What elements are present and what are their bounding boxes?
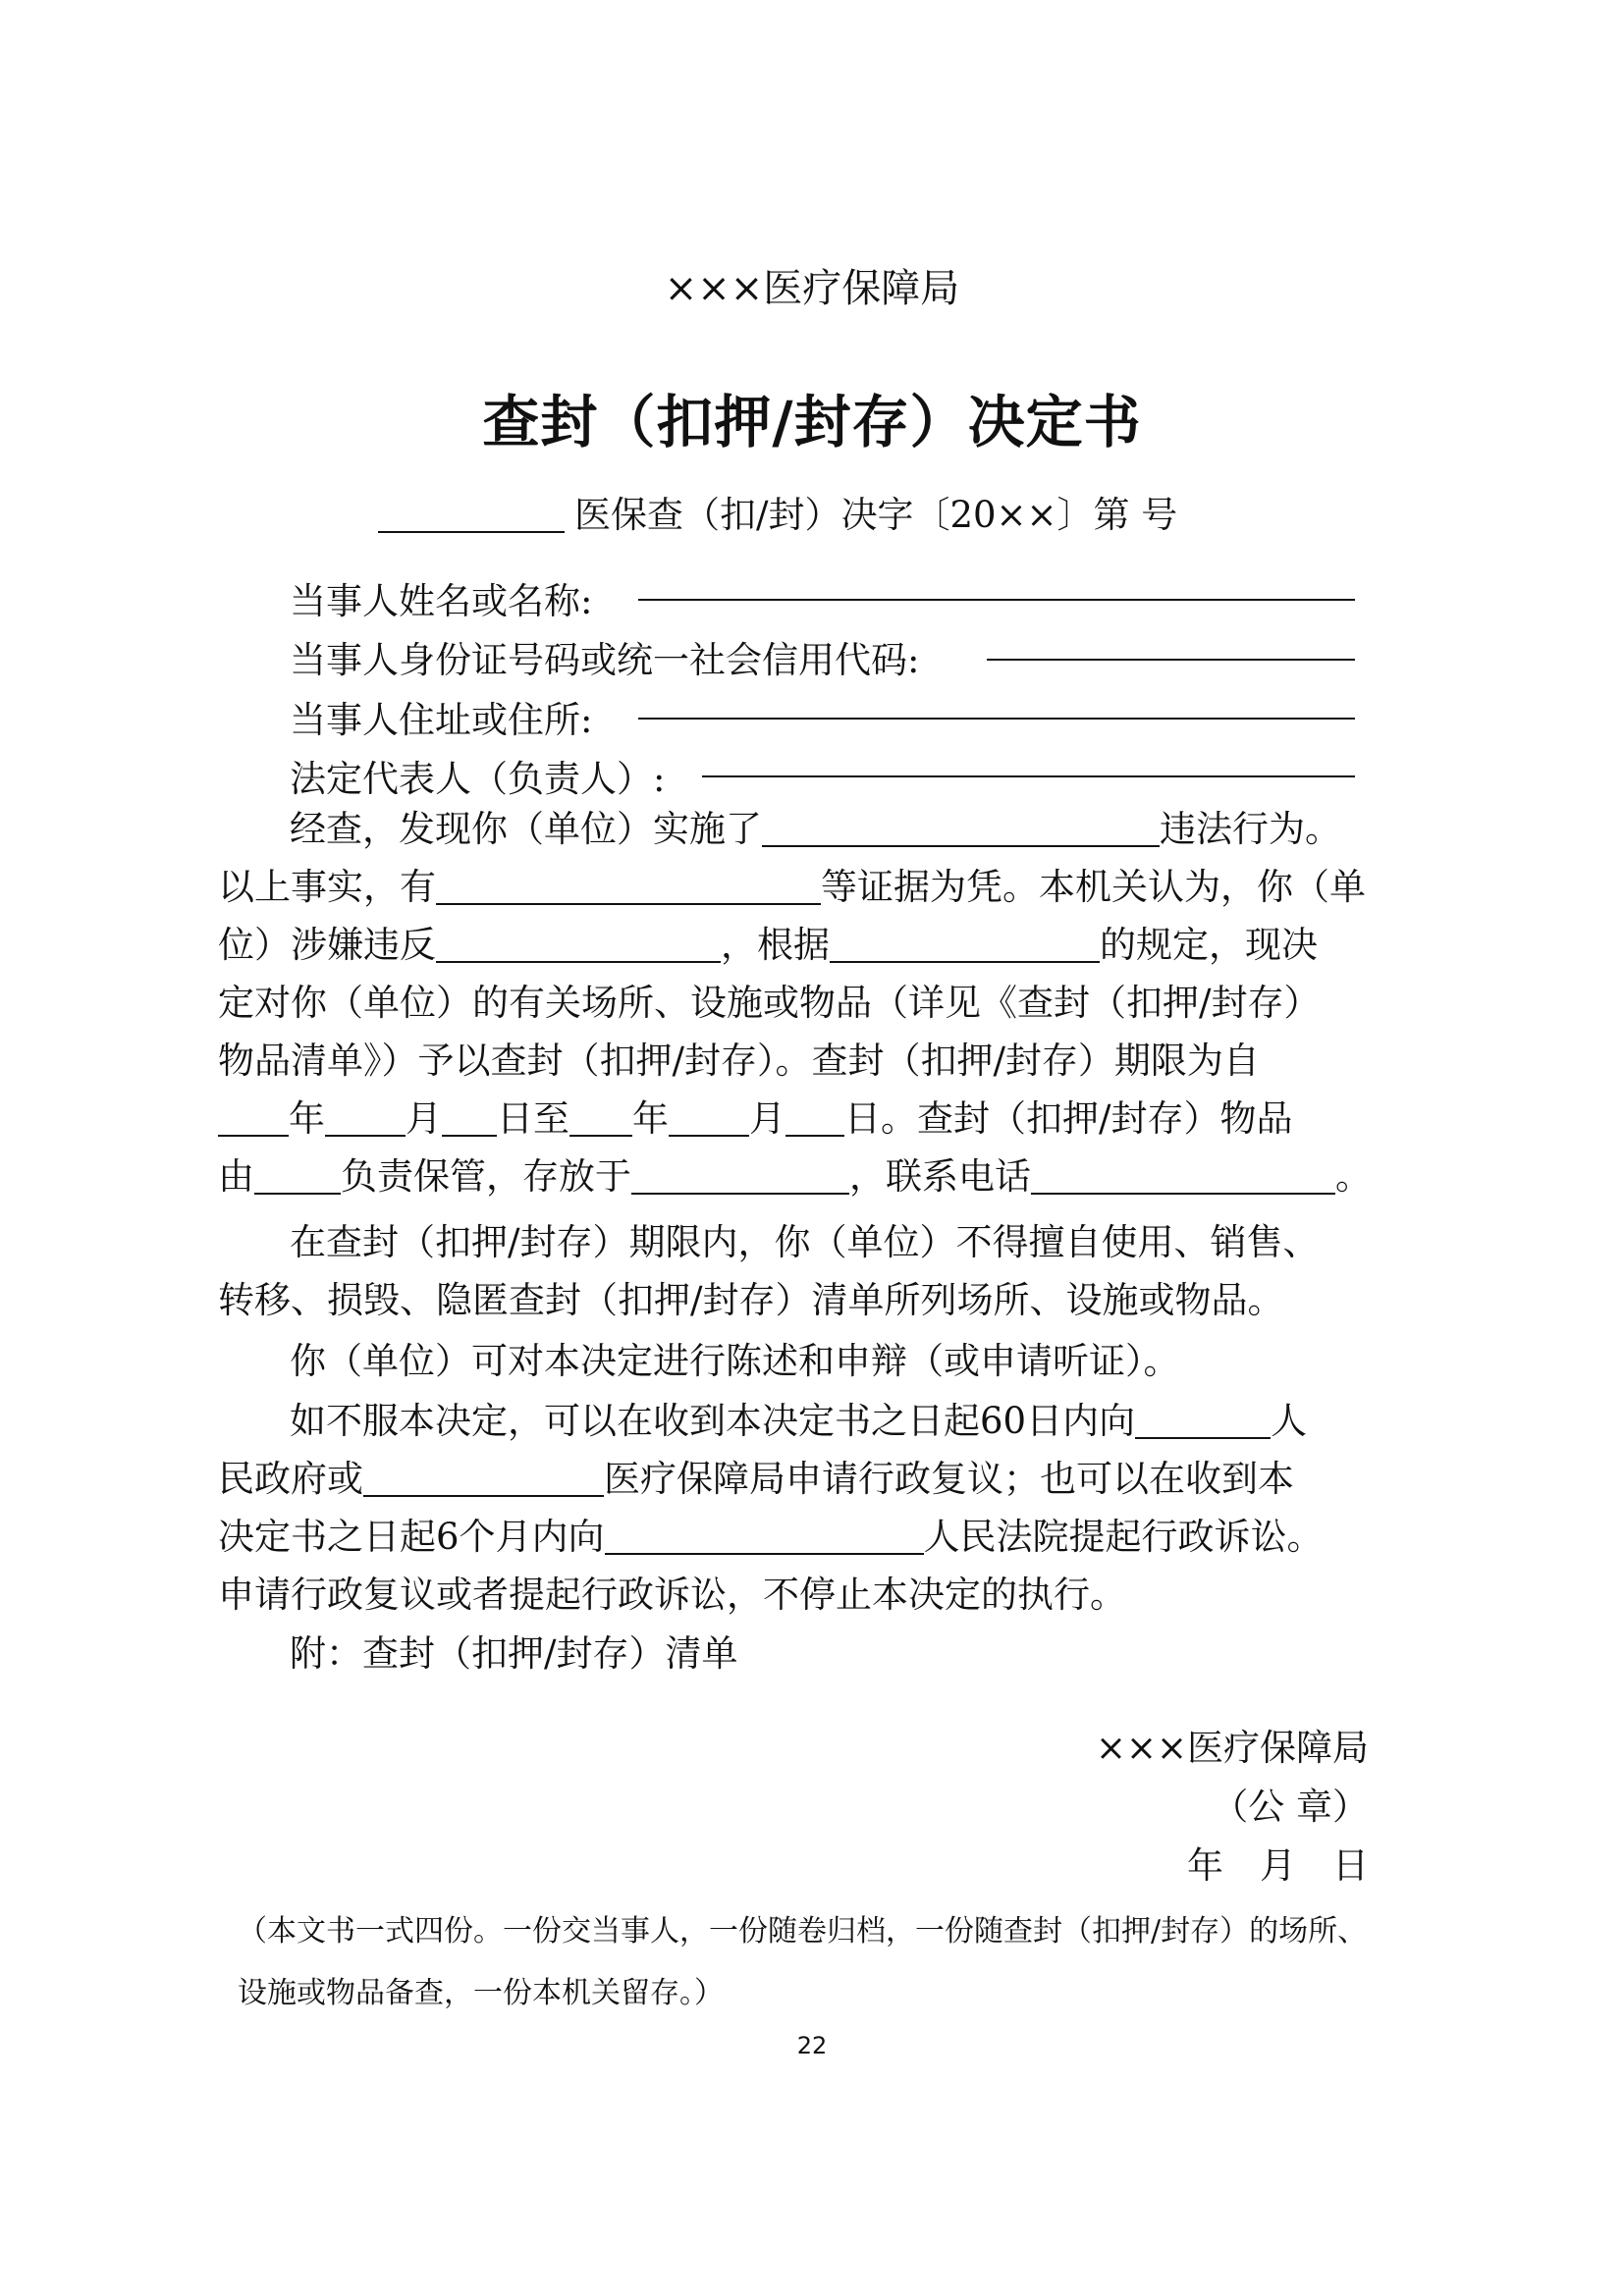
p1-line1: 经查，发现你（单位）实施了 违法行为。 <box>290 808 1341 850</box>
p1-line4: 定对你（单位）的有关场所、设施或物品（详见《查封（扣押/封存） <box>218 982 1321 1024</box>
start-day-blank[interactable] <box>442 1097 497 1137</box>
issuer-heading: ×××医疗保障局 <box>664 266 960 311</box>
page-number: 22 <box>796 2032 828 2059</box>
p1-line3: 位）涉嫌违反 ，根据 的规定，现决 <box>218 924 1318 966</box>
legal-basis-blank[interactable] <box>830 924 1100 963</box>
custodian-blank[interactable] <box>254 1155 341 1195</box>
end-month-blank[interactable] <box>669 1097 749 1137</box>
start-year-blank[interactable] <box>218 1097 289 1137</box>
note-line2: 设施或物品备查，一份本机关留存。） <box>238 1976 724 2010</box>
note-line1: （本文书一式四份。一份交当事人，一份随卷归档，一份随查封（扣押/封存）的场所、 <box>238 1914 1368 1949</box>
party-address-line[interactable] <box>638 718 1355 720</box>
field-party-name: 当事人姓名或名称: <box>290 580 593 622</box>
field-party-address: 当事人住址或住所: <box>290 699 593 741</box>
legal-representative-line[interactable] <box>702 775 1355 777</box>
violation-blank[interactable] <box>762 808 1160 847</box>
violated-law-blank[interactable] <box>436 924 721 963</box>
field-legal-representative: 法定代表人（负责人）: <box>290 758 666 800</box>
phone-blank[interactable] <box>1031 1155 1335 1195</box>
document-number: 医保查（扣/封）决字〔20××〕第 号 <box>378 485 1177 538</box>
party-name-line[interactable] <box>638 599 1355 601</box>
government-blank[interactable] <box>1135 1400 1271 1439</box>
document-title: 查封（扣押/封存）决定书 <box>482 389 1142 455</box>
p4-line4: 申请行政复议或者提起行政诉讼，不停止本决定的执行。 <box>218 1574 1126 1616</box>
end-year-blank[interactable] <box>569 1097 632 1137</box>
p4-line2: 民政府或 医疗保障局申请行政复议；也可以在收到本 <box>218 1458 1294 1500</box>
p4-line3: 决定书之日起6个月内向 人民法院提起行政诉讼。 <box>218 1516 1324 1558</box>
end-day-blank[interactable] <box>785 1097 844 1137</box>
attachment-line: 附：查封（扣押/封存）清单 <box>290 1632 738 1675</box>
signature-date: 年 月 日 <box>1187 1844 1369 1887</box>
p4-line1: 如不服本决定，可以在收到本决定书之日起60日内向 人 <box>290 1400 1308 1442</box>
evidence-blank[interactable] <box>436 866 821 905</box>
storage-location-blank[interactable] <box>631 1155 849 1195</box>
p1-line2: 以上事实，有 等证据为凭。本机关认为，你（单 <box>218 866 1366 908</box>
p2-line1: 在查封（扣押/封存）期限内，你（单位）不得擅自使用、销售、 <box>290 1221 1320 1263</box>
p3-line: 你（单位）可对本决定进行陈述和申辩（或申请听证）。 <box>290 1340 1180 1382</box>
doc-number-blank[interactable] <box>378 531 565 533</box>
official-seal: （公 章） <box>1212 1786 1369 1828</box>
p2-line2: 转移、损毁、隐匿查封（扣押/封存）清单所列场所、设施或物品。 <box>218 1279 1284 1321</box>
party-id-line[interactable] <box>987 659 1355 661</box>
p1-line6: 年 月 日至 年 月 日。查封（扣押/封存）物品 <box>218 1090 1292 1148</box>
court-blank[interactable] <box>605 1516 924 1555</box>
start-month-blank[interactable] <box>325 1097 406 1137</box>
p1-line7: 由 负责保管，存放于 ，联系电话 。 <box>218 1155 1372 1198</box>
p1-line5: 物品清单》）予以查封（扣押/封存）。查封（扣押/封存）期限为自 <box>218 1040 1260 1082</box>
field-party-id: 当事人身份证号码或统一社会信用代码: <box>290 639 920 681</box>
signature-issuer: ×××医疗保障局 <box>1095 1727 1369 1769</box>
review-bureau-blank[interactable] <box>363 1458 604 1497</box>
